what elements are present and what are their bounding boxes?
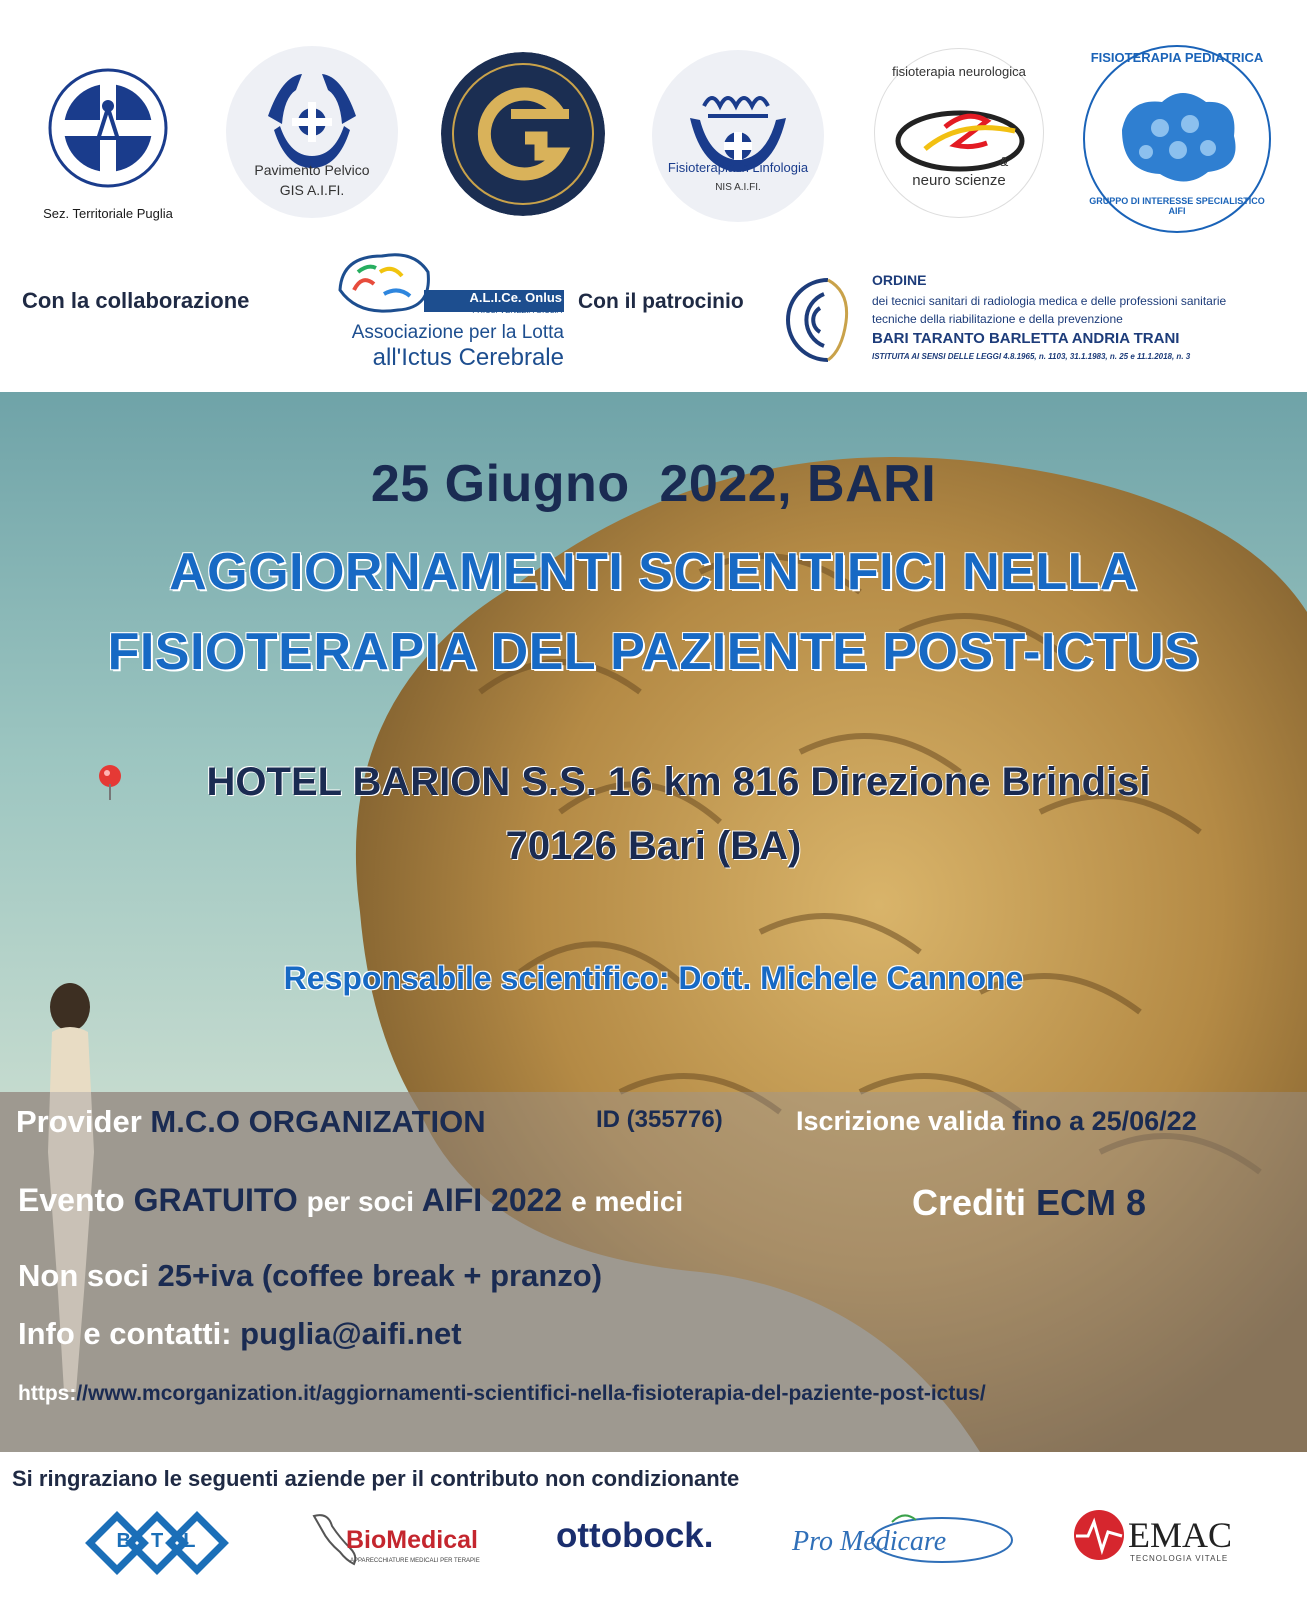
event-date: 25 Giugno 2022, BARI — [370, 455, 937, 513]
btl-text: BTL — [116, 1530, 216, 1552]
provider-line — [16, 1104, 486, 1140]
collaboration-label: Con la collaborazione — [22, 288, 250, 313]
event-label: Evento — [18, 1182, 125, 1218]
ottobock-logo: ottobock. — [556, 1516, 714, 1555]
emac-logo — [1072, 1508, 1252, 1578]
credits-label: Crediti — [912, 1182, 1027, 1223]
biomedical-logo — [306, 1508, 524, 1578]
hero-section — [0, 392, 1307, 1452]
nis-linfologia-logo — [652, 50, 824, 222]
ordine-line3: BARI TARANTO BARLETTA ANDRIA TRANI — [872, 330, 1180, 347]
event-title-line1: AGGIORNAMENTI SCIENTIFICI NELLA — [169, 543, 1138, 601]
venue-line1: HOTEL BARION S.S. 16 km 816 Direzione Brindisi — [206, 760, 1151, 804]
sponsors-thanks: Si ringraziano le seguenti aziende per il contributo non condizionante — [12, 1466, 740, 1491]
aifi-puglia-logo — [28, 48, 188, 208]
provider-id: ID (355776) — [596, 1106, 723, 1133]
registration-line — [796, 1106, 1197, 1137]
and-doctors: e medici — [571, 1186, 684, 1217]
neuroscienze-bottom-text: neuro scienze — [912, 172, 1006, 189]
nonmembers-line — [18, 1258, 602, 1294]
neuroscienze-top-text: fisioterapia neurologica — [892, 64, 1026, 79]
emac-sub: TECNOLOGIA VITALE — [1130, 1554, 1229, 1563]
nonmembers-price: 25+iva (coffee break + pranzo) — [157, 1258, 603, 1293]
promedicare-logo — [792, 1500, 1028, 1578]
members: AIFI 2022 — [421, 1182, 563, 1218]
promedicare-text: Pro Medicare — [792, 1526, 947, 1557]
alice-line2: all'Ictus Cerebrale — [372, 344, 564, 371]
event-free-line — [18, 1182, 683, 1219]
for-members: per soci — [306, 1186, 414, 1217]
aifi-puglia-caption: Sez. Territoriale Puglia — [43, 206, 173, 221]
contacts-line — [18, 1316, 462, 1352]
alice-line1: Associazione per la Lotta — [351, 322, 564, 343]
ordine-line2: tecniche della riabilitazione e della prevenzione — [872, 312, 1123, 326]
contacts-label: Info e contatti: — [18, 1316, 232, 1351]
event-free: GRATUITO — [133, 1182, 298, 1218]
registration-until: fino a 25/06/22 — [1012, 1106, 1197, 1136]
pediatrica-top-text: FISIOTERAPIA PEDIATRICA — [1090, 50, 1264, 65]
alice-badge: A.L.I.Ce. Onlus — [469, 290, 562, 305]
credits-line — [912, 1182, 1146, 1224]
emac-name: EMAC — [1128, 1515, 1233, 1555]
biomedical-sub: APPARECCHIATURE MEDICALI PER TERAPIE — [350, 1558, 480, 1564]
gis-pavimento-line2: GIS A.I.FI. — [279, 182, 345, 198]
ordine-title: ORDINE — [872, 272, 927, 288]
nis-linfologia-line2: NIS A.I.FI. — [715, 182, 761, 193]
alice-region: FRIULI VENEZIA GIULIA — [472, 306, 562, 315]
pediatrica-bottom-text: GRUPPO DI INTERESSE SPECIALISTICO AIFI — [1089, 196, 1265, 216]
registration-label: Iscrizione valida — [796, 1106, 1005, 1136]
event-title-line2: FISIOTERAPIA DEL PAZIENTE POST-ICTUS — [107, 623, 1200, 681]
btl-logo — [82, 1508, 232, 1578]
ordine-line4: ISTITUITA AI SENSI DELLE LEGGI 4.8.1965, n. 1103, 31.1.1983, n. 25 e 11.1.2018, n. 3 — [872, 352, 1191, 361]
nis-linfologia-line1: Fisioterapia in Linfologia — [667, 160, 809, 175]
venue-line2: 70126 Bari (BA) — [505, 824, 802, 868]
contacts-email[interactable]: puglia@aifi.net — [240, 1316, 462, 1351]
scientific-responsible: Responsabile scientifico: Dott. Michele Cannone — [283, 960, 1024, 996]
url-rest: //www.mcorganization.it/aggiornamenti-scientifici-nella-fisioterapia-del-paziente-post-ictus/ — [76, 1382, 986, 1405]
gis-pavimento-line1: Pavimento Pelvico — [254, 162, 370, 178]
neuroscienze-amp: & — [999, 154, 1009, 169]
url-scheme: https: — [18, 1382, 77, 1405]
nonmembers-label: Non soci — [18, 1258, 149, 1293]
biomedical-name: BioMedical — [346, 1526, 478, 1554]
credits-value: ECM 8 — [1036, 1182, 1147, 1223]
event-url-link[interactable] — [18, 1382, 986, 1406]
patronage-label: Con il patrocinio — [578, 290, 744, 313]
ordine-line1: dei tecnici sanitari di radiologia medica e delle professioni sanitarie — [872, 294, 1227, 308]
alice-logo — [328, 250, 564, 376]
ordine-logo — [770, 272, 850, 368]
gis-muscoloscheletrica-logo — [441, 52, 605, 216]
provider-name: M.C.O ORGANIZATION — [150, 1104, 486, 1139]
provider-label: Provider — [16, 1104, 142, 1139]
